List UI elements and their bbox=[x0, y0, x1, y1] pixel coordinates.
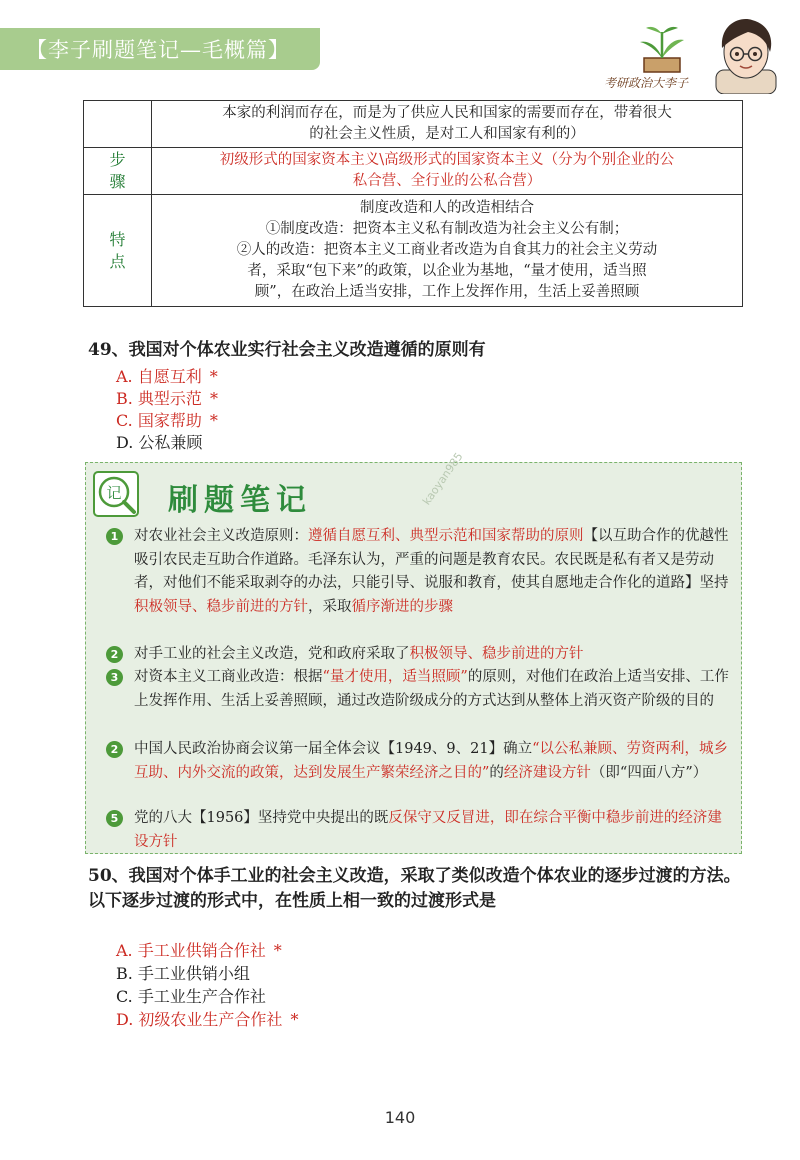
row-content: 本家的利润而存在，而是为了供应人民和国家的需要而存在，带着很大 的社会主义性质，是对工人和国家有利的） bbox=[152, 101, 743, 148]
notes-heading: 刷题笔记 bbox=[168, 483, 312, 518]
answer-mark: * bbox=[290, 1010, 299, 1029]
q50-option-d: D. 初级农业生产合作社 * bbox=[116, 1010, 299, 1029]
note-number: 2 bbox=[106, 741, 123, 758]
note-number: 5 bbox=[106, 810, 123, 827]
note-segment: 的 bbox=[489, 764, 504, 781]
watermark: kaoyan985 bbox=[420, 450, 466, 508]
highlight-text: 经济建设方针 bbox=[503, 764, 591, 781]
note-item-5 bbox=[110, 807, 735, 854]
notes-badge-icon bbox=[92, 470, 140, 518]
note-segment: 中国人民政治协商会议第一届全体会议【1949、9、21】确立 bbox=[134, 741, 533, 757]
note-item-2 bbox=[110, 643, 735, 667]
q50-option-a: A. 手工业供销合作社 * bbox=[116, 941, 282, 960]
note-text bbox=[110, 738, 735, 785]
q49-option-b: B. 典型示范 * bbox=[116, 389, 218, 408]
highlight-text: 积极领导、稳步前进的方针 bbox=[409, 646, 584, 662]
note-number: 3 bbox=[106, 669, 123, 686]
q49-option-c: C. 国家帮助 * bbox=[116, 411, 218, 430]
row-label-features: 特点 bbox=[84, 195, 152, 307]
question-49-stem: 49、我国对个体农业实行社会主义改造遵循的原则有 bbox=[88, 340, 486, 360]
table-row bbox=[84, 195, 743, 307]
highlight-text: 循序渐进的步骤 bbox=[351, 598, 453, 615]
note-item-3 bbox=[110, 666, 735, 713]
note-text bbox=[110, 643, 735, 667]
answer-mark: * bbox=[209, 367, 218, 386]
question-50-stem: 50、我国对个体手工业的社会主义改造，采取了类似改造个体农业的逐步过渡的方法。以下逐步过渡的形式中，在性质上相一致的过渡形式是 bbox=[88, 866, 741, 911]
row-content-features: 制度改造和人的改造相结合 ①制度改造：把资本主义私有制改造为社会主义公有制； ②人的改造：把资本主义工商业者改造为自食其力的社会主义劳动 者，采取“包下来”的政策，以企业为基地，“量才使用，适当照 顾”，在政治上适当安排，工作上发挥作用，生活上妥善照顾 bbox=[152, 195, 743, 307]
row-label bbox=[84, 101, 152, 148]
q50-option-c: C. 手工业生产合作社 bbox=[116, 987, 266, 1006]
note-segment: 对资本主义工商业改造：根据 bbox=[134, 669, 323, 685]
avatar bbox=[712, 14, 780, 94]
table-row bbox=[84, 101, 743, 148]
reform-notes-table bbox=[83, 100, 743, 307]
note-item-4 bbox=[110, 738, 735, 785]
note-number: 2 bbox=[106, 646, 123, 663]
note-segment: 对农业社会主义改造原则： bbox=[134, 528, 308, 544]
answer-mark: * bbox=[209, 389, 218, 408]
note-segment: ，采取 bbox=[308, 598, 352, 615]
note-segment: （即“四面八方”） bbox=[590, 764, 708, 781]
table-row bbox=[84, 148, 743, 195]
note-text bbox=[110, 807, 735, 854]
notes-badge-label: 记 bbox=[106, 484, 122, 502]
note-segment: 对手工业的社会主义改造，党和政府采取了 bbox=[134, 646, 410, 662]
q50-option-b: B. 手工业供销小组 bbox=[116, 964, 250, 983]
row-label-steps: 步骤 bbox=[84, 148, 152, 195]
highlight-text: 反保守又反冒进，即在综合平衡中稳步前进的经济建设方针 bbox=[134, 810, 722, 850]
answer-mark: * bbox=[209, 411, 218, 430]
q49-option-d: D. 公私兼顾 bbox=[116, 433, 203, 452]
page-number: 140 bbox=[384, 1108, 416, 1127]
highlight-text: 遵循自愿互利、典型示范和国家帮助的原则 bbox=[308, 528, 584, 544]
highlight-text: 积极领导、稳步前进的方针 bbox=[134, 598, 308, 615]
row-content-steps: 初级形式的国家资本主义\高级形式的国家资本主义（分为个别企业的公 私合营、全行业的公私合营） bbox=[152, 148, 743, 195]
note-item-1 bbox=[110, 525, 735, 619]
highlight-text: “以公私兼顾、劳资两利，城乡互助、内外交流的政策，达到发展生产繁荣经济之目的” bbox=[134, 741, 728, 781]
brand-name: 考研政治大李子 bbox=[604, 76, 689, 90]
answer-mark: * bbox=[273, 941, 282, 960]
highlight-text: “量才使用，适当照顾” bbox=[322, 669, 468, 685]
note-segment: 的原则，对他们在政治上适当安排、工作上发挥作用、生活上妥善照顾，通过改造阶级成分的方式达到从整体上消灭资产阶级的目的 bbox=[134, 669, 729, 709]
note-number: 1 bbox=[106, 528, 123, 545]
note-text bbox=[110, 525, 735, 619]
note-text bbox=[110, 666, 735, 713]
book-title: 【李子刷题笔记—毛概篇】 bbox=[26, 38, 290, 62]
note-segment: 【以互助合作的优越性吸引农民走互助合作道路。毛泽东认为，严重的问题是教育农民。农民既是私有者又是劳动者，对他们不能采取剥夺的办法，只能引导、说服和教育，使其自愿地走合作化的道路】坚持 bbox=[134, 528, 729, 591]
q49-option-a: A. 自愿互利 * bbox=[116, 367, 218, 386]
note-segment: 党的八大【1956】坚持党中央提出的既 bbox=[134, 810, 389, 826]
